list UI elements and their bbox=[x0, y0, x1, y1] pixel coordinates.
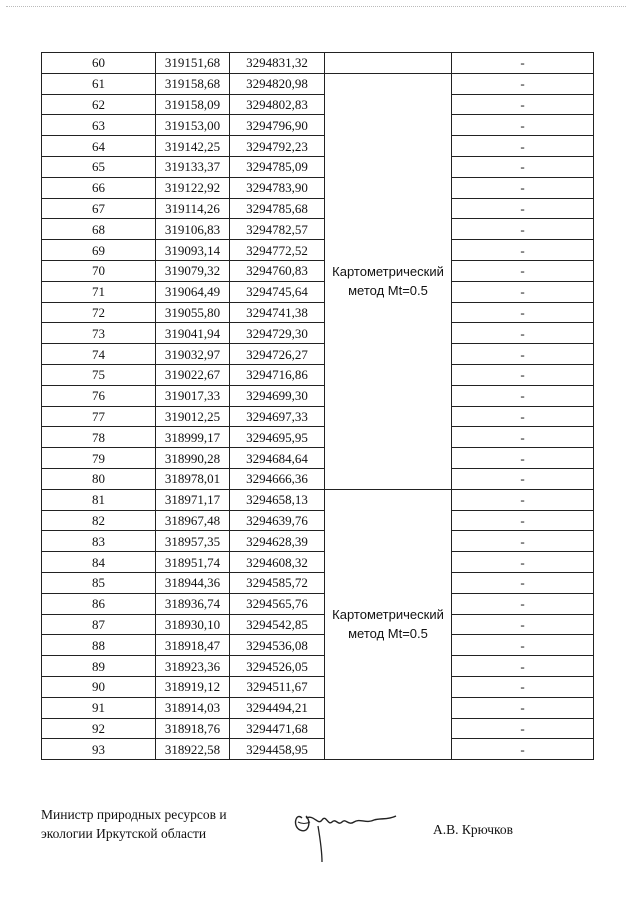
y-coordinate-cell: 3294565,76 bbox=[230, 593, 325, 614]
y-coordinate-cell: 3294782,57 bbox=[230, 219, 325, 240]
table-row bbox=[42, 136, 594, 157]
point-number-cell: 80 bbox=[42, 468, 156, 489]
x-coordinate-cell: 318918,47 bbox=[156, 635, 230, 656]
note-cell: - bbox=[452, 406, 594, 427]
point-number-cell: 81 bbox=[42, 489, 156, 510]
handwritten-signature bbox=[288, 796, 408, 866]
x-coordinate-cell: 319151,68 bbox=[156, 53, 230, 74]
point-number-cell: 75 bbox=[42, 364, 156, 385]
note-cell: - bbox=[452, 323, 594, 344]
x-coordinate-cell: 319055,80 bbox=[156, 302, 230, 323]
note-cell: - bbox=[452, 489, 594, 510]
y-coordinate-cell: 3294785,09 bbox=[230, 156, 325, 177]
x-coordinate-cell: 319142,25 bbox=[156, 136, 230, 157]
table-row bbox=[42, 510, 594, 531]
note-cell: - bbox=[452, 448, 594, 469]
note-cell: - bbox=[452, 593, 594, 614]
coordinates-table-body bbox=[42, 53, 594, 760]
y-coordinate-cell: 3294820,98 bbox=[230, 73, 325, 94]
note-cell: - bbox=[452, 697, 594, 718]
position-title-line1: Министр природных ресурсов и bbox=[41, 807, 227, 822]
y-coordinate-cell: 3294729,30 bbox=[230, 323, 325, 344]
note-cell: - bbox=[452, 656, 594, 677]
point-number-cell: 63 bbox=[42, 115, 156, 136]
y-coordinate-cell: 3294785,68 bbox=[230, 198, 325, 219]
y-coordinate-cell: 3294684,64 bbox=[230, 448, 325, 469]
x-coordinate-cell: 319158,68 bbox=[156, 73, 230, 94]
note-cell: - bbox=[452, 53, 594, 74]
point-number-cell: 71 bbox=[42, 281, 156, 302]
point-number-cell: 78 bbox=[42, 427, 156, 448]
table-row bbox=[42, 260, 594, 281]
y-coordinate-cell: 3294699,30 bbox=[230, 385, 325, 406]
point-number-cell: 88 bbox=[42, 635, 156, 656]
table-row bbox=[42, 572, 594, 593]
point-number-cell: 62 bbox=[42, 94, 156, 115]
x-coordinate-cell: 318999,17 bbox=[156, 427, 230, 448]
x-coordinate-cell: 318936,74 bbox=[156, 593, 230, 614]
x-coordinate-cell: 319064,49 bbox=[156, 281, 230, 302]
note-cell: - bbox=[452, 198, 594, 219]
table-row bbox=[42, 531, 594, 552]
point-number-cell: 61 bbox=[42, 73, 156, 94]
point-number-cell: 85 bbox=[42, 572, 156, 593]
table-row bbox=[42, 635, 594, 656]
method-label-line1: Картометрический bbox=[332, 264, 444, 280]
x-coordinate-cell: 318978,01 bbox=[156, 468, 230, 489]
note-cell: - bbox=[452, 635, 594, 656]
y-coordinate-cell: 3294831,32 bbox=[230, 53, 325, 74]
point-number-cell: 73 bbox=[42, 323, 156, 344]
note-cell: - bbox=[452, 260, 594, 281]
point-number-cell: 92 bbox=[42, 718, 156, 739]
coordinates-table bbox=[41, 52, 594, 760]
y-coordinate-cell: 3294471,68 bbox=[230, 718, 325, 739]
point-number-cell: 79 bbox=[42, 448, 156, 469]
table-row bbox=[42, 676, 594, 697]
method-label-line2: метод Mt=0.5 bbox=[348, 283, 428, 299]
x-coordinate-cell: 318990,28 bbox=[156, 448, 230, 469]
point-number-cell: 67 bbox=[42, 198, 156, 219]
point-number-cell: 70 bbox=[42, 260, 156, 281]
table-row bbox=[42, 344, 594, 365]
note-cell: - bbox=[452, 572, 594, 593]
note-cell: - bbox=[452, 281, 594, 302]
x-coordinate-cell: 318944,36 bbox=[156, 572, 230, 593]
point-number-cell: 83 bbox=[42, 531, 156, 552]
point-number-cell: 69 bbox=[42, 240, 156, 261]
y-coordinate-cell: 3294796,90 bbox=[230, 115, 325, 136]
y-coordinate-cell: 3294458,95 bbox=[230, 739, 325, 760]
y-coordinate-cell: 3294726,27 bbox=[230, 344, 325, 365]
scan-top-marks bbox=[6, 6, 626, 9]
x-coordinate-cell: 318967,48 bbox=[156, 510, 230, 531]
y-coordinate-cell: 3294585,72 bbox=[230, 572, 325, 593]
y-coordinate-cell: 3294608,32 bbox=[230, 552, 325, 573]
x-coordinate-cell: 318923,36 bbox=[156, 656, 230, 677]
x-coordinate-cell: 319032,97 bbox=[156, 344, 230, 365]
note-cell: - bbox=[452, 219, 594, 240]
x-coordinate-cell: 318922,58 bbox=[156, 739, 230, 760]
y-coordinate-cell: 3294628,39 bbox=[230, 531, 325, 552]
y-coordinate-cell: 3294697,33 bbox=[230, 406, 325, 427]
x-coordinate-cell: 318930,10 bbox=[156, 614, 230, 635]
signer-name: А.В. Крючков bbox=[433, 822, 513, 837]
x-coordinate-cell: 318971,17 bbox=[156, 489, 230, 510]
y-coordinate-cell: 3294741,38 bbox=[230, 302, 325, 323]
y-coordinate-cell: 3294639,76 bbox=[230, 510, 325, 531]
point-number-cell: 74 bbox=[42, 344, 156, 365]
x-coordinate-cell: 319114,26 bbox=[156, 198, 230, 219]
table-row bbox=[42, 177, 594, 198]
note-cell: - bbox=[452, 344, 594, 365]
table-row bbox=[42, 656, 594, 677]
method-cell bbox=[325, 489, 452, 759]
note-cell: - bbox=[452, 240, 594, 261]
x-coordinate-cell: 319133,37 bbox=[156, 156, 230, 177]
note-cell: - bbox=[452, 739, 594, 760]
note-cell: - bbox=[452, 676, 594, 697]
point-number-cell: 91 bbox=[42, 697, 156, 718]
y-coordinate-cell: 3294760,83 bbox=[230, 260, 325, 281]
y-coordinate-cell: 3294666,36 bbox=[230, 468, 325, 489]
y-coordinate-cell: 3294658,13 bbox=[230, 489, 325, 510]
table-row bbox=[42, 739, 594, 760]
note-cell: - bbox=[452, 73, 594, 94]
y-coordinate-cell: 3294745,64 bbox=[230, 281, 325, 302]
point-number-cell: 76 bbox=[42, 385, 156, 406]
table-row bbox=[42, 219, 594, 240]
y-coordinate-cell: 3294772,52 bbox=[230, 240, 325, 261]
y-coordinate-cell: 3294542,85 bbox=[230, 614, 325, 635]
table-row bbox=[42, 614, 594, 635]
table-row bbox=[42, 198, 594, 219]
y-coordinate-cell: 3294511,67 bbox=[230, 676, 325, 697]
method-cell bbox=[325, 73, 452, 489]
point-number-cell: 72 bbox=[42, 302, 156, 323]
x-coordinate-cell: 318919,12 bbox=[156, 676, 230, 697]
y-coordinate-cell: 3294526,05 bbox=[230, 656, 325, 677]
table-row bbox=[42, 468, 594, 489]
table-row bbox=[42, 593, 594, 614]
table-row bbox=[42, 53, 594, 74]
x-coordinate-cell: 319158,09 bbox=[156, 94, 230, 115]
table-row bbox=[42, 385, 594, 406]
y-coordinate-cell: 3294802,83 bbox=[230, 94, 325, 115]
table-row bbox=[42, 697, 594, 718]
table-row bbox=[42, 73, 594, 94]
method-label-line1: Картометрический bbox=[332, 607, 444, 623]
note-cell: - bbox=[452, 427, 594, 448]
position-title-line2: экологии Иркутской области bbox=[41, 826, 207, 841]
point-number-cell: 90 bbox=[42, 676, 156, 697]
y-coordinate-cell: 3294536,08 bbox=[230, 635, 325, 656]
table-row bbox=[42, 406, 594, 427]
table-row bbox=[42, 281, 594, 302]
x-coordinate-cell: 319122,92 bbox=[156, 177, 230, 198]
x-coordinate-cell: 319041,94 bbox=[156, 323, 230, 344]
note-cell: - bbox=[452, 468, 594, 489]
note-cell: - bbox=[452, 94, 594, 115]
table-row bbox=[42, 156, 594, 177]
y-coordinate-cell: 3294695,95 bbox=[230, 427, 325, 448]
x-coordinate-cell: 319079,32 bbox=[156, 260, 230, 281]
note-cell: - bbox=[452, 136, 594, 157]
note-cell: - bbox=[452, 510, 594, 531]
x-coordinate-cell: 319093,14 bbox=[156, 240, 230, 261]
point-number-cell: 89 bbox=[42, 656, 156, 677]
table-row bbox=[42, 552, 594, 573]
note-cell: - bbox=[452, 177, 594, 198]
note-cell: - bbox=[452, 115, 594, 136]
method-cell bbox=[325, 53, 452, 74]
point-number-cell: 65 bbox=[42, 156, 156, 177]
y-coordinate-cell: 3294716,86 bbox=[230, 364, 325, 385]
point-number-cell: 93 bbox=[42, 739, 156, 760]
x-coordinate-cell: 318951,74 bbox=[156, 552, 230, 573]
x-coordinate-cell: 319106,83 bbox=[156, 219, 230, 240]
table-row bbox=[42, 489, 594, 510]
point-number-cell: 60 bbox=[42, 53, 156, 74]
table-row bbox=[42, 448, 594, 469]
table-row bbox=[42, 94, 594, 115]
table-row bbox=[42, 364, 594, 385]
x-coordinate-cell: 319022,67 bbox=[156, 364, 230, 385]
point-number-cell: 66 bbox=[42, 177, 156, 198]
table-row bbox=[42, 240, 594, 261]
signature-block bbox=[41, 805, 227, 843]
table-row bbox=[42, 427, 594, 448]
note-cell: - bbox=[452, 531, 594, 552]
table-row bbox=[42, 718, 594, 739]
point-number-cell: 84 bbox=[42, 552, 156, 573]
note-cell: - bbox=[452, 156, 594, 177]
note-cell: - bbox=[452, 364, 594, 385]
method-label-line2: метод Mt=0.5 bbox=[348, 626, 428, 642]
y-coordinate-cell: 3294494,21 bbox=[230, 697, 325, 718]
note-cell: - bbox=[452, 302, 594, 323]
x-coordinate-cell: 318914,03 bbox=[156, 697, 230, 718]
point-number-cell: 77 bbox=[42, 406, 156, 427]
note-cell: - bbox=[452, 552, 594, 573]
point-number-cell: 87 bbox=[42, 614, 156, 635]
y-coordinate-cell: 3294783,90 bbox=[230, 177, 325, 198]
x-coordinate-cell: 318957,35 bbox=[156, 531, 230, 552]
table-row bbox=[42, 115, 594, 136]
x-coordinate-cell: 319012,25 bbox=[156, 406, 230, 427]
point-number-cell: 64 bbox=[42, 136, 156, 157]
note-cell: - bbox=[452, 614, 594, 635]
x-coordinate-cell: 319153,00 bbox=[156, 115, 230, 136]
note-cell: - bbox=[452, 718, 594, 739]
x-coordinate-cell: 318918,76 bbox=[156, 718, 230, 739]
table-row bbox=[42, 323, 594, 344]
table-row bbox=[42, 302, 594, 323]
point-number-cell: 86 bbox=[42, 593, 156, 614]
point-number-cell: 68 bbox=[42, 219, 156, 240]
note-cell: - bbox=[452, 385, 594, 406]
y-coordinate-cell: 3294792,23 bbox=[230, 136, 325, 157]
point-number-cell: 82 bbox=[42, 510, 156, 531]
x-coordinate-cell: 319017,33 bbox=[156, 385, 230, 406]
